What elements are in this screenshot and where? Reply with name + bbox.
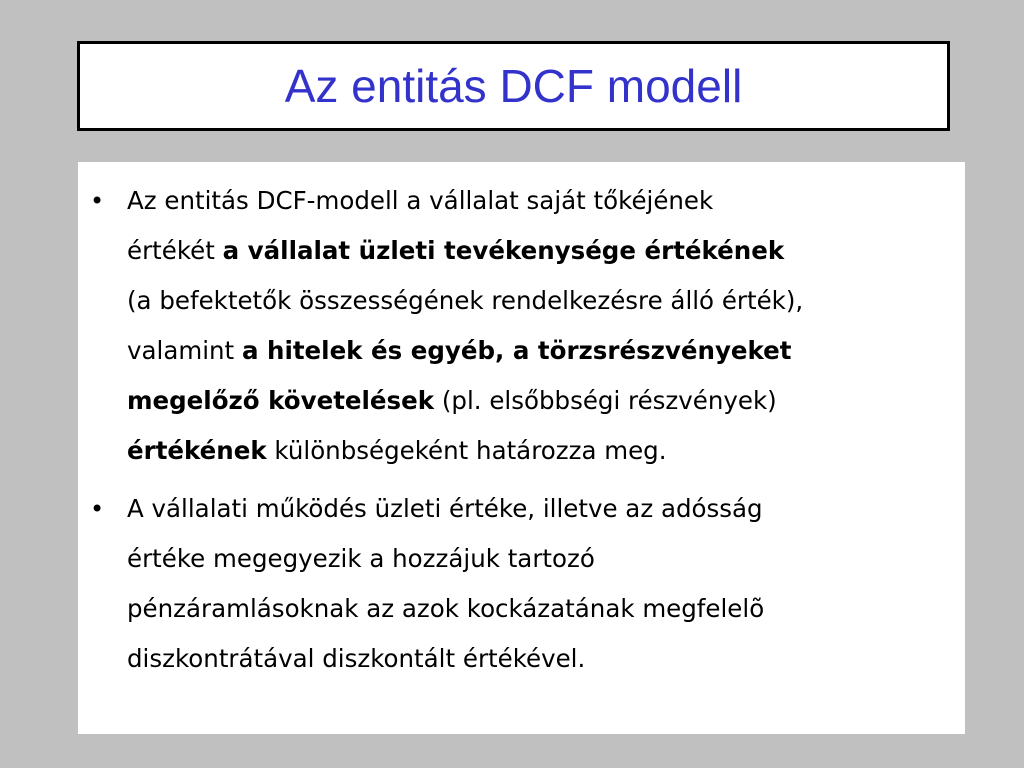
- text-run: értéke megegyezik a hozzájuk tartozó: [127, 544, 595, 573]
- text-run: diszkontrátával diszkontált értékével.: [127, 644, 586, 673]
- bold-text-run: értékének: [127, 436, 267, 465]
- bullet-line: [127, 584, 953, 634]
- text-run: A vállalati működés üzleti értéke, illetve az adósság: [127, 494, 763, 523]
- slide-title: Az entitás DCF modell: [284, 60, 743, 112]
- bullet-icon: •: [90, 187, 105, 215]
- content-panel: [78, 162, 965, 734]
- bullet-line: [127, 426, 953, 476]
- bullet-line: [127, 376, 953, 426]
- text-run: értékét: [127, 236, 223, 265]
- text-run: pénzáramlásoknak az azok kockázatának megfelelõ: [127, 594, 765, 623]
- bullet-line: [127, 176, 953, 226]
- title-box: [77, 41, 950, 131]
- bold-text-run: a hitelek és egyéb, a törzsrészvényeket: [241, 336, 792, 365]
- bullet-list: [78, 176, 965, 692]
- text-run: Az entitás DCF-modell a vállalat saját tőkéjének: [127, 186, 714, 215]
- text-run: (pl. elsőbbségi részvények): [434, 386, 777, 415]
- bullet-item: [78, 176, 965, 476]
- bullet-icon: •: [90, 495, 105, 523]
- bullet-line: [127, 634, 953, 684]
- bold-text-run: a vállalat üzleti tevékenysége értékének: [222, 236, 785, 265]
- bold-text-run: megelőző követelések: [127, 386, 435, 415]
- text-run: (a befektetők összességének rendelkezésre álló érték),: [127, 286, 804, 315]
- bullet-line: [127, 226, 953, 276]
- bullet-line: [127, 484, 953, 534]
- bullet-item: [78, 484, 965, 684]
- bullet-line: [127, 326, 953, 376]
- bullet-line: [127, 276, 953, 326]
- text-run: valamint: [127, 336, 242, 365]
- text-run: különbségeként határozza meg.: [266, 436, 667, 465]
- bullet-line: [127, 534, 953, 584]
